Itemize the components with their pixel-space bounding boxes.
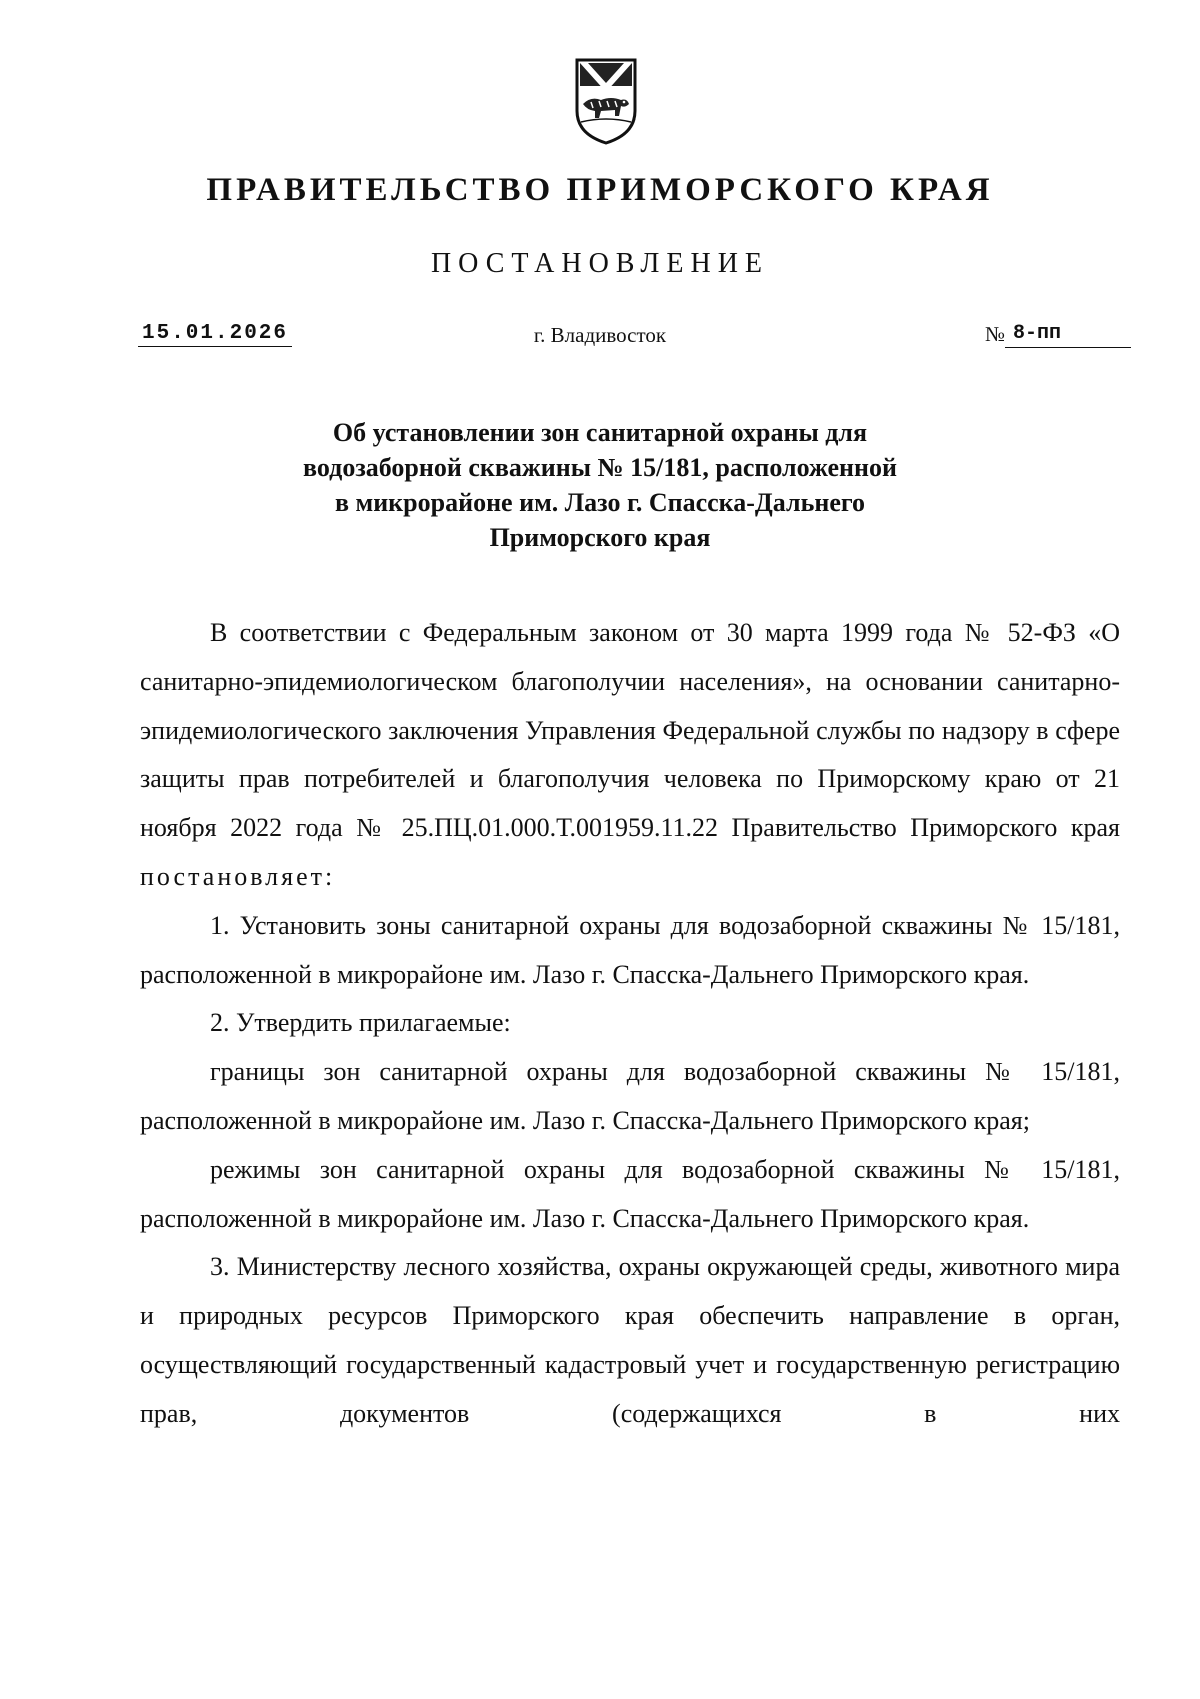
subject-line: Приморского края (489, 523, 711, 552)
item-2-a: границы зон санитарной охраны для водозаборной скважины № 15/181, расположенной в микрорайоне им. Лазо г. Спасска-Дальнего Приморского края; (140, 1057, 1120, 1135)
subject-line: Об установлении зон санитарной охраны для (332, 418, 868, 447)
subject-line: в микрорайоне им. Лазо г. Спасска-Дальнего (334, 488, 866, 517)
preamble-text: В соответствии с Федеральным законом от 30 марта 1999 года № 52-ФЗ «О санитарно-эпидемиологическом благополучии населения», на основании санитарно-эпидемиологического заключения Управления Федеральной службы по надзору в сфере защиты прав потребителей и благополучия человека по Приморскому краю от 21 ноября 2022 года № 25.ПЦ.01.000.Т.001959.11.22 Правительство Приморского края (140, 618, 1120, 843)
document-city: г. Владивосток (533, 323, 667, 347)
document-date: 15.01.2026 (138, 322, 292, 347)
item-2-b: режимы зон санитарной охраны для водозаборной скважины № 15/181, расположенной в микрорайоне им. Лазо г. Спасска-Дальнего Приморского края. (140, 1154, 1120, 1233)
government-title: ПРАВИТЕЛЬСТВО ПРИМОРСКОГО КРАЯ (206, 172, 994, 208)
coat-of-arms-icon (571, 56, 641, 146)
resolves-word: постановляет: (140, 861, 336, 891)
preamble-paragraph (140, 609, 1120, 902)
item-1: 1. Установить зоны санитарной охраны для водозаборной скважины № 15/181, расположенной в микрорайоне им. Лазо г. Спасска-Дальнего Приморского края. (140, 910, 1120, 989)
subject-line: водозаборной скважины № 15/181, расположенной (303, 453, 897, 482)
item-3: 3. Министерству лесного хозяйства, охраны окружающей среды, животного мира и природных ресурсов Приморского края обеспечить направление в орган, осуществляющий государственный кадастровый учет и государственную регистрацию прав, документов (содержащихся в них (140, 1252, 1120, 1428)
number-sign: № (985, 322, 1006, 346)
document-number: 8-пп (1005, 322, 1131, 348)
document-body (140, 609, 1120, 1439)
document-type: ПОСТАНОВЛЕНИЕ (430, 248, 770, 279)
document-subject (150, 415, 1050, 555)
item-2: 2. Утвердить прилагаемые: (210, 1008, 511, 1038)
